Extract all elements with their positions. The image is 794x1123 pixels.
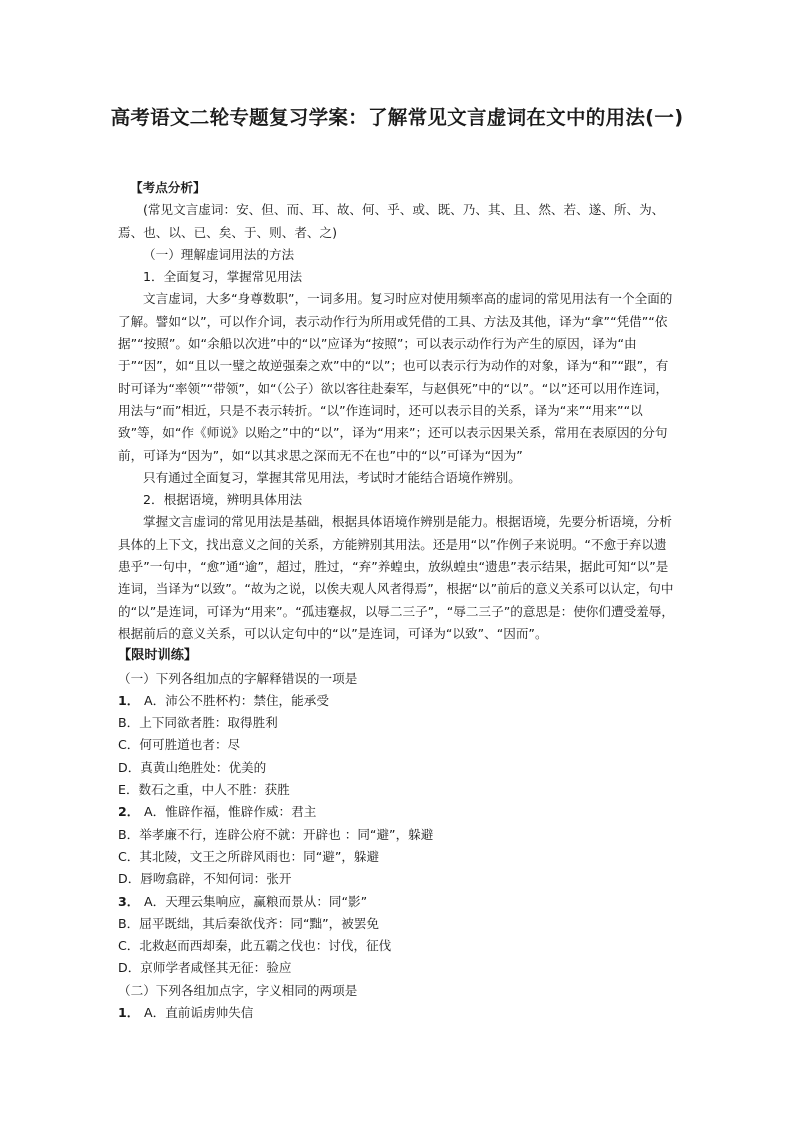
question-1-option-c: C．何可胜道也者：尽 [118,737,241,753]
paragraph-3: 掌握文言虚词的常见用法是基础，根据具体语境作辨别是能力。根据语境，先要分析语境，分析具体的上下文，找出意义之间的关系，方能辨别其用法。还是用“以”作例子来说明。“不愈于弃以遗患乎”一句中，“愈”通“逾”，超过，胜过，“弃”养蝗虫，放纵蝗虫“遗患”表示结果，据此可知“以”是连词，当译为“以致”。“故为之说，以俟夫观人风者得焉”，根据“以”前后的意义关系可以认定，句中的“以”是连词，可译为“用来”。“孤违蹇叔，以辱二三子”，“辱二三子”的意思是：使你们遭受羞辱，根据前后的意义关系，可以认定句中的“以”是连词，可译为“以致”、“因而”。 [118,514,674,641]
question-1-option-d: D．真黄山绝胜处：优美的 [118,759,267,775]
paragraph-1: 文言虚词，大多“身尊数职”，一词多用。复习时应对使用频率高的虚词的常见用法有一个全面的了解。譬如“以”，可以作介词，表示动作行为所用或凭借的工具、方法及其他，译为“拿”“凭借”“依据”“按照”。如“余船以次进”中的“以”应译为“按照”；可以表示动作行为产生的原因，译为“由于”“因”，如“且以一璧之故逆强秦之欢”中的“以”；也可以表示行为动作的对象，译为“和”“跟”，有时可译为“率领”“带领”，如“（公子）欲以客往赴秦军，与赵俱死”中的“以”。“以”还可以用作连词，用法与“而”相近，只是不表示转折。“以”作连词时，还可以表示目的关系，译为“来”“用来”“以致”等，如“作《师说》以贻之”中的“以”，译为“用来”；还可以表示因果关系，常用在表原因的分句前，可译为“因为”，如“以其求思之深而无不在也”中的“以”可译为“因为” [118,291,673,463]
question-number: 1． [118,1004,140,1020]
question-3-option-a: 3． A．天理云集响应，赢粮而景从：同“影” [118,891,674,913]
training-part1-heading: （一）下列各组加点的字解释错误的一项是 [118,670,358,686]
page-title: 高考语文二轮专题复习学案：了解常见文言虚词在文中的用法(一) [110,106,684,129]
question-2-option-c: C．其北陵，文王之所辟风雨也：同“避”，躲避 [118,848,380,864]
subsection-2-heading: 2．根据语境，辨明具体用法 [143,492,303,508]
subsection-1-heading: 1．全面复习，掌握常见用法 [143,269,303,285]
document-body [118,177,674,1024]
training-heading: 【限时训练】 [118,648,198,664]
question-2-option-a: 2． A．惟辟作福，惟辟作威：君主 [118,801,674,823]
question-3-option-c: C．北救赵而西却秦，此五霸之伐也：讨伐，征伐 [118,938,392,954]
question-number: 2． [118,804,140,820]
part2-question-1-option-a: 1． A．直前诟虏帅失信 [118,1002,674,1024]
question-number: 3． [118,893,140,909]
question-number: 1． [118,692,140,708]
function-words-list: (常见文言虚词：安、但、而、耳、故、何、乎、或、既、乃、其、且、然、若、遂、所、为、焉、也、以、已、矣、于、则、者、之) [118,202,665,240]
question-1-option-a: 1． A．沛公不胜杯杓：禁住，能承受 [118,690,674,712]
question-1-option-e: E．数石之重，中人不胜：获胜 [118,782,290,798]
analysis-heading: 【考点分析】 [130,180,206,195]
question-2-option-d: D．唇吻翕辟，不知何词：张开 [118,871,292,887]
question-2-option-b: B．举孝廉不行，连辟公府不就：开辟也 ：同“避”，躲避 [118,826,434,842]
training-part2-heading: （二）下列各组加点字，字义相同的两项是 [118,982,358,998]
paragraph-2: 只有通过全面复习，掌握其常见用法，考试时才能结合语境作辨别。 [143,469,521,485]
part1-heading: （一）理解虚词用法的方法 [143,246,295,262]
question-3-option-b: B．屈平既绌，其后秦欲伐齐：同“黜”，被罢免 [118,915,379,931]
question-1-option-b: B．上下同欲者胜：取得胜利 [118,715,278,731]
question-3-option-d: D．京师学者咸怪其无征：验应 [118,960,292,976]
